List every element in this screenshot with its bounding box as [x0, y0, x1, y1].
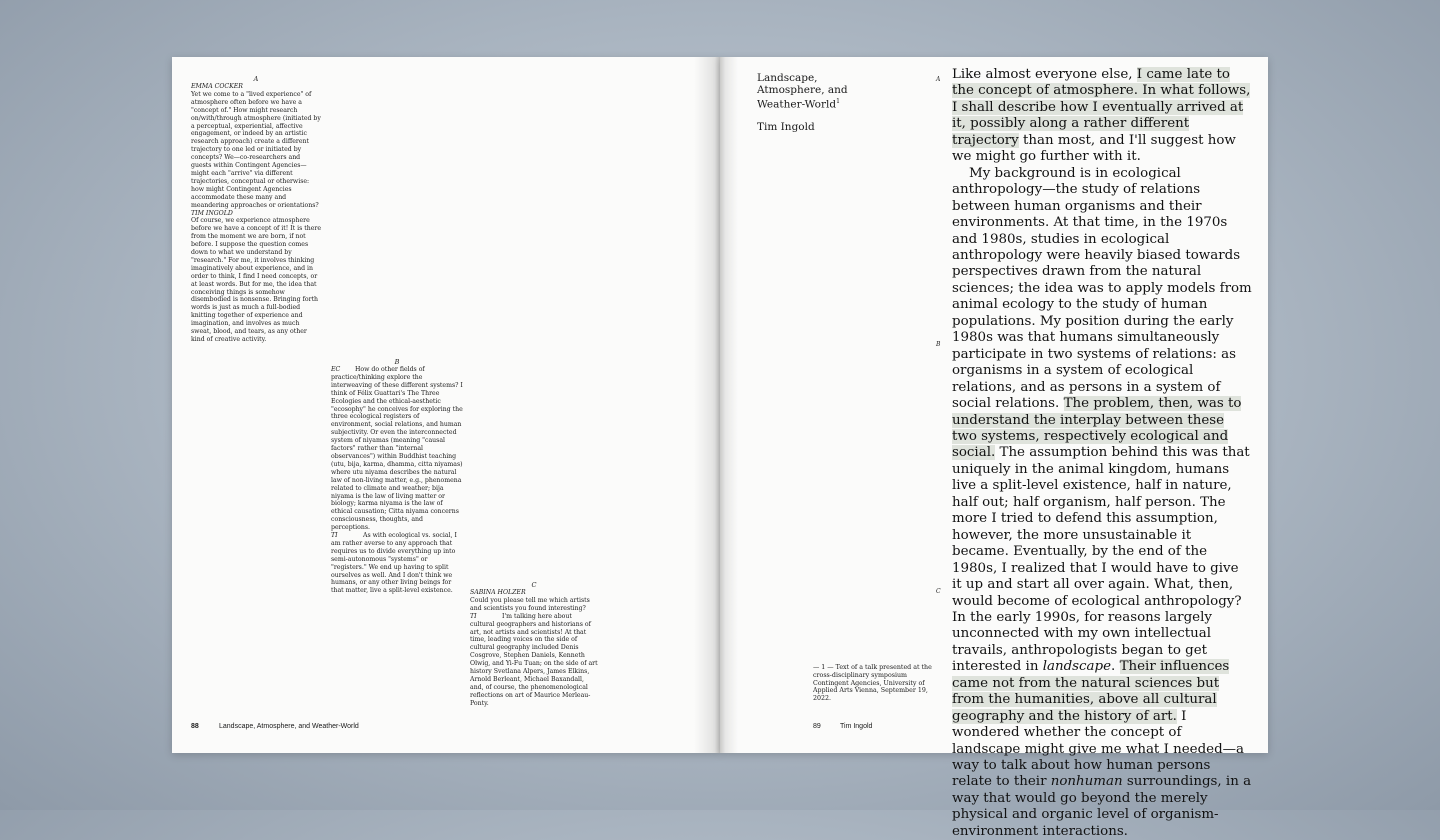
abbr-ec: EC [331, 366, 341, 373]
title-footnote-ref: 1 [836, 98, 840, 105]
tim-ingold-text-a: Of course, we experience atmosphere before we have a concept of it! It is there from the moment we are born, if not before. I suppose the question comes down to what we understand by "research." For me, it involves thinking imaginatively about experience, and in order to think, I find I need concepts, or at least words. But for me, the idea that conceiving things is somehow disembodied is nonsense. Bringing forth words is just as much a full-bodied knitting together of experience and imagination, and involves as much sweat, blood, and tears, as any other kind of creative activity. [191, 217, 321, 343]
p1-text-1: Like almost everyone else, [952, 67, 1137, 82]
highlight-a: I came late to the concept of atmosphere. In what follows, I shall describe how I eventually arrived at it, possibly along a rather different trajectory [952, 67, 1251, 148]
p3-text-2: . [1111, 659, 1120, 675]
speaker-emma-cocker: EMMA COCKER [191, 83, 243, 90]
ec-text-b-body: How do other fields of practice/thinking explore the interweaving of these different systems? I think of Félix Guattari's The Three Ecologies and the ethical-aesthetic "ecosophy" he conceives for exploring the three ecological registers of environment, social relations, and human subjectivity. Or even the interconnected system of niyamas (meaning "causal factors" rather than "internal observances") within Buddhist teaching (utu, bija, karma, dhamma, citta niyamas) where utu niyama describes the natural law of non-living matter, e.g., phenomena related to climate and weather; bija niyama is the law of living matter or biology; karma niyama is the law of ethical causation; Citta niyama concerns consciousness, thoughts, and perceptions. [331, 366, 463, 532]
ti-text-c-body: I'm talking here about cultural geographers and historians of art, not artists and scientists! At that time, leading voices on the side of cultural geography included Denis Cosgrove, Stephen Daniels, Kenneth Olwig, and Yi-Fu Tuan; on the side of art history Svetlana Alpers, James Elkins, Arnold Berleant, Michael Baxandall, and, of course, the phenomenological reflections on art of Maurice Merleau-Ponty. [470, 612, 598, 707]
ti-text-b-body: As with ecological vs. social, I am rather averse to any approach that requires us to divide everything up into semi-autonomous "systems" or "registers." We end up having to split ourselves as well. And I don't think we humans, or any other living beings for that matter, live a split-level existence. [331, 532, 457, 595]
footnote-marker: — 1 — [813, 664, 834, 671]
title-line-1: Landscape, [757, 72, 818, 84]
paragraph-3 [952, 610, 1252, 840]
dialogue-section-b [331, 358, 463, 595]
title-line-2: Atmosphere, and [757, 84, 848, 96]
footnote-1 [813, 664, 933, 703]
title-line-3 [757, 96, 848, 111]
paragraph-1 [952, 67, 1252, 166]
left-page [172, 57, 720, 753]
ti-text-b [331, 532, 463, 595]
p3-text-4: surroundings, in a way that would go beyond the merely physical and organic level of organism-environment interactions. [952, 774, 1252, 839]
section-letter-c: C [531, 581, 537, 589]
highlight-c: Their influences came not from the natural sciences but from the humanities, above all cultural geography and the history of art. [952, 659, 1230, 724]
section-letter-b: B [394, 358, 400, 366]
p3-text-1: In the early 1990s, for reasons largely unconnected with my own intellectual travails, anthropologists began to get interested in [952, 609, 1212, 675]
p2-text-1: My background is in ecological anthropology—the study of relations between human organisms and their environments. At that time, in the 1970s and 1980s, studies in ecological anthropology were heavily biased towards perspectives drawn from the natural sciences; the idea was to apply models from animal ecology to the study of human populations. My position during the early 1980s was that humans simultaneously participate in two systems of relations: as organisms in a system of ecological relations, and as persons in a system of social relations. [952, 165, 1252, 412]
p1-text-2: than most, and I'll suggest how we might go further with it. [952, 132, 1236, 165]
ec-text-b [331, 366, 463, 532]
section-letter-a: A [253, 75, 259, 83]
p2-text-2: The assumption behind this was that uniquely in the animal kingdom, humans live a split-level existence, half in nature, half out; half organism, half person. The more I tried to defend this assumption, however, the more unsustainable it became. Eventually, by the end of the 1980s, I realized that I would have to give it up and start all over again. What, then, would become of ecological anthropology? [952, 445, 1250, 609]
article-body [952, 67, 1252, 840]
margin-marker-a: A [936, 76, 941, 83]
margin-marker-c: C [936, 588, 941, 595]
highlight-b: The problem, then, was to understand the interplay between these two systems, respectively ecological and social. [952, 396, 1242, 461]
dialogue-section-a [191, 75, 321, 344]
speaker-tim-ingold: TIM INGOLD [191, 209, 233, 217]
abbr-ti-c: TI [470, 612, 477, 620]
gutter-shadow-left [694, 57, 720, 753]
running-author-right: Tim Ingold [840, 723, 873, 730]
sabina-holzer-text: Could you please tell me which artists and scientists you found interesting? [470, 596, 590, 612]
ti-text-c [470, 613, 598, 708]
p3-emphasis-landscape: landscape [1042, 659, 1112, 675]
speaker-sabina-holzer: SABINA HOLZER [470, 589, 526, 596]
article-title [757, 72, 848, 111]
paragraph-2 [952, 166, 1252, 610]
right-page [720, 57, 1268, 839]
emma-cocker-text: Yet we come to a "lived experience" of atmosphere often before we have a "concept of." How might research on/with/through atmosphere (initiated by a perceptual, experiential, affective engagement, or indeed by an artistic research approach) create a different trajectory to one led or initiated by concepts? We—co-researchers and guests within Contingent Agencies—might each "arrive" via different trajectories, conceptual or otherwise: how might Contingent Agencies accommodate these many and meandering approaches or orientations? [191, 90, 321, 209]
page-number-left: 88 [191, 723, 199, 730]
gutter-shadow-right [720, 57, 738, 753]
footnote-text: Text of a talk presented at the cross-disciplinary symposium Contingent Agencies, University of Applied Arts Vienna, September 19, 2022. [813, 664, 932, 703]
p3-emphasis-nonhuman: nonhuman [1050, 774, 1123, 790]
running-title-left: Landscape, Atmosphere, and Weather-World [219, 723, 359, 730]
margin-marker-b: B [936, 341, 941, 348]
article-author: Tim Ingold [757, 121, 815, 133]
p3-text-3: I wondered whether the concept of landscape might give me what I needed—a way to talk about how human persons relate to their [952, 708, 1245, 790]
page-number-right: 89 [813, 723, 821, 730]
abbr-ti-b: TI [331, 532, 338, 540]
title-line-3-text: Weather-World [757, 98, 837, 111]
dialogue-section-c [470, 581, 598, 708]
